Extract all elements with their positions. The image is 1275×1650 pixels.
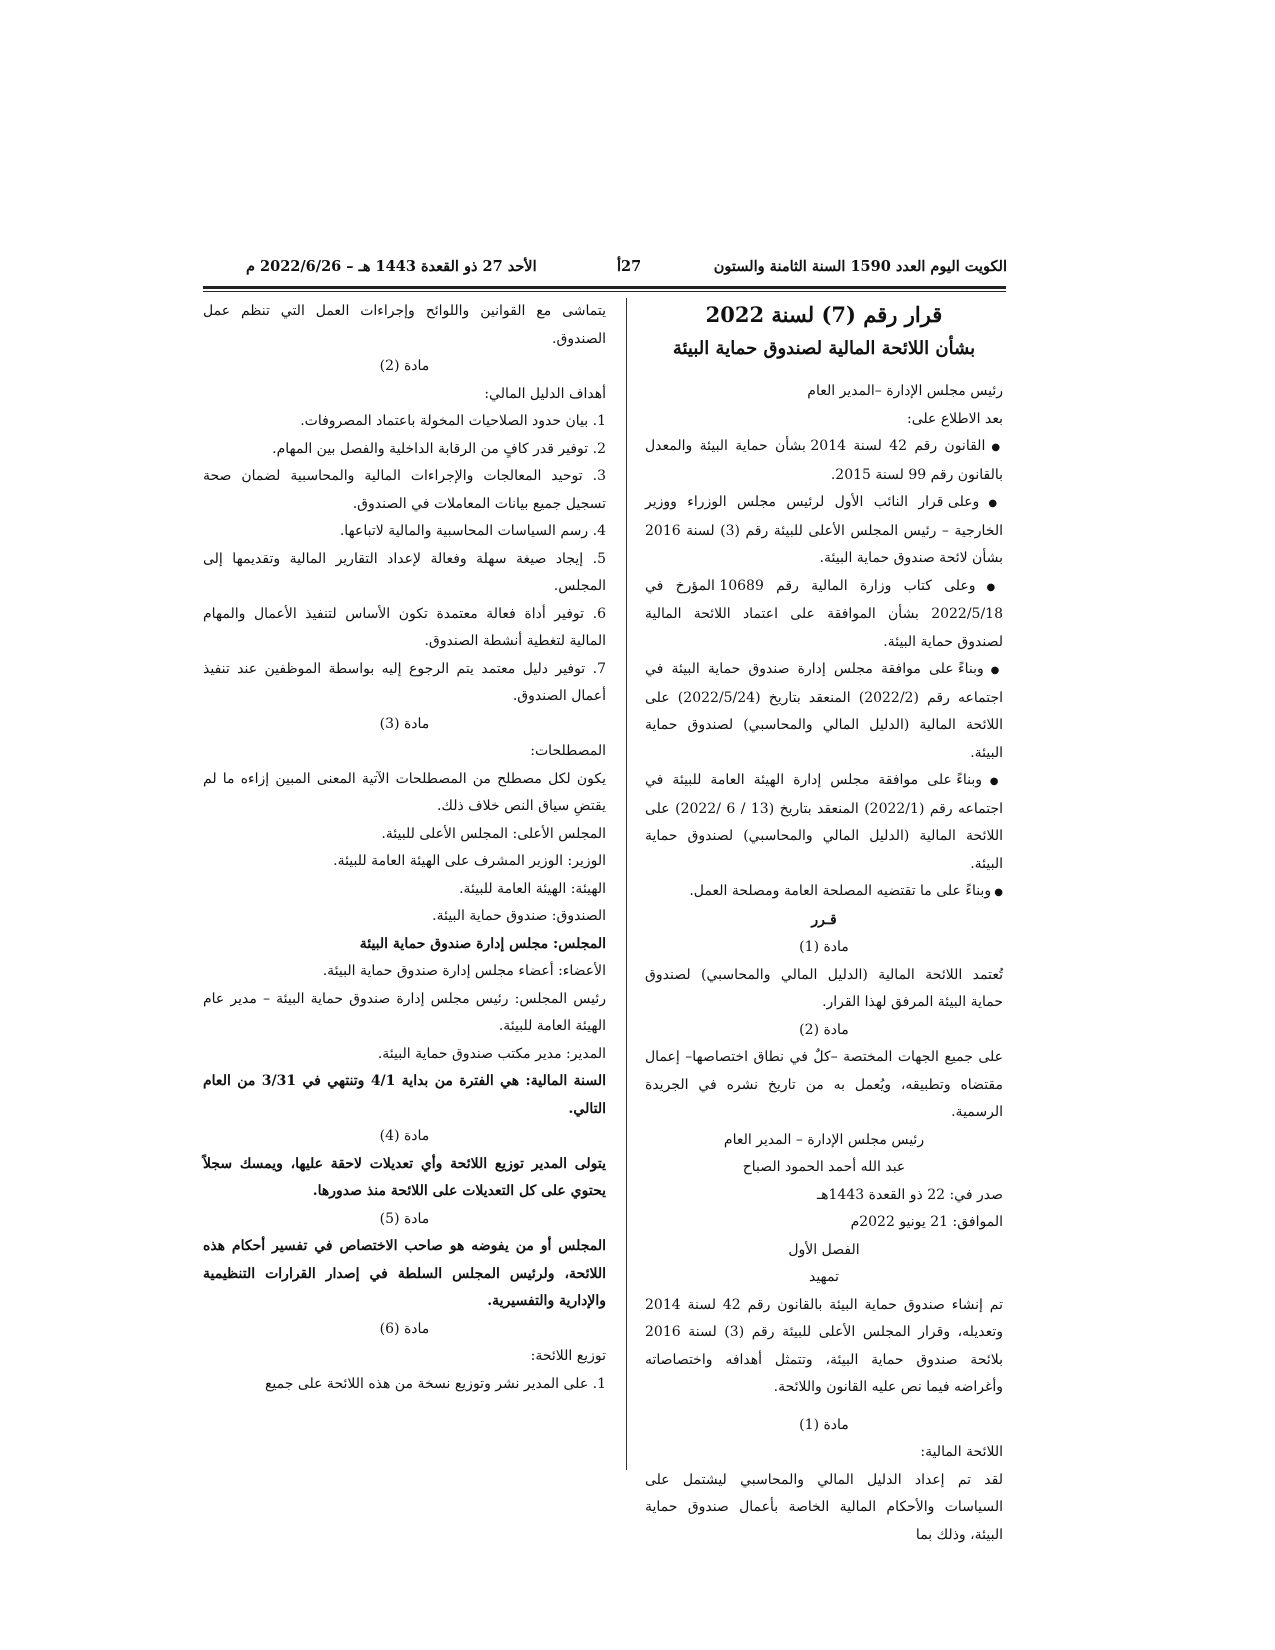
- article-heading: مادة (2): [799, 1021, 849, 1038]
- definition-item: المدير: مدير مكتب صندوق حماية البيئة.: [377, 1045, 606, 1062]
- preamble-bullet: ● وبناءً على موافقة مجلس إدارة صندوق حماية البيئة في اجتماعه رقم (2022/2) المنعقد بتاريخ (2022/5/24) على اللائحة المالية (الدليل المالي والمحاسبي) لصندوق حماية البيئة.: [645, 656, 1003, 767]
- continuation-text: يتماشى مع القوانين واللوائح وإجراءات العمل التي تنظم عمل الصندوق.: [203, 303, 606, 347]
- objective-item: 7. توفير دليل معتمد يتم الرجوع إليه بواسطة الموظفين عند تنفيذ أعمال الصندوق.: [203, 660, 606, 704]
- after-review-label: بعد الاطلاع على:: [907, 410, 1003, 427]
- definition-item: الأعضاء: أعضاء مجلس إدارة صندوق حماية البيئة.: [322, 963, 606, 979]
- signature-name: عبد الله أحمد الحمود الصباح: [742, 1159, 906, 1175]
- column-divider: [626, 298, 627, 1470]
- article-text: المجلس أو من يفوضه هو صاحب الاختصاص في تفسير أحكام هذه اللائحة، ولرئيس المجلس السلطة في إصدار القرارات التنظيمية والإدارية والتفسيرية.: [203, 1238, 606, 1309]
- decision-subtitle: بشأن اللائحة المالية لصندوق حماية البيئة: [672, 338, 976, 359]
- definitions-intro: يكون لكل مصطلح من المصطلحات الآتية المعنى المبين إزاءه ما لم يقتضِ سياق النص خلاف ذلك.: [203, 770, 606, 814]
- issuer-line: رئيس مجلس الإدارة –المدير العام: [807, 383, 1003, 399]
- chapter-heading: الفصل الأول: [788, 1241, 860, 1258]
- article-text: تُعتمد اللائحة المالية (الدليل المالي والمحاسبي) لصندوق حماية البيئة المرفق لهذا القرار.: [645, 966, 1003, 1010]
- preface-text: تم إنشاء صندوق حماية البيئة بالقانون رقم 42 لسنة 2014 وتعديله، وقرار المجلس الأعلى للبيئة رقم (3) لسنة 2016 بلائحة صندوق حماية البيئة، وتتمثل أهدافه واختصاصاته وأغراضه فيما نص عليه القانون واللائحة.: [645, 1296, 1004, 1395]
- regulation-label: اللائحة المالية:: [920, 1444, 1003, 1460]
- preamble-bullet: ● وبناءً على موافقة مجلس إدارة الهيئة العامة للبيئة في اجتماعه رقم (2022/1) المنعقد بتاريخ (13 / 6 /2022) على اللائحة المالية (الدليل المالي والمحاسبي) لصندوق حماية البيئة.: [645, 767, 1003, 878]
- objective-item: 3. توحيد المعالجات والإجراءات المالية والمحاسبية لضمان صحة تسجيل جميع بيانات المعاملات في الصندوق.: [203, 468, 606, 512]
- left-column: [203, 298, 606, 1398]
- preamble-bullet: ● وعلى كتاب وزارة المالية رقم 10689 المؤرخ في 2022/5/18 بشأن الموافقة على اعتماد اللائحة المالية لصندوق حماية البيئة.: [645, 573, 1003, 657]
- definition-item: رئيس المجلس: رئيس مجلس إدارة صندوق حماية البيئة – مدير عام الهيئة العامة للبيئة.: [203, 990, 606, 1034]
- corresponding-date: الموافق: 21 يونيو 2022م: [850, 1214, 1003, 1230]
- header-page-number: 27أ: [617, 258, 642, 275]
- definitions-label: المصطلحات:: [530, 743, 606, 759]
- objective-item: 6. توفير أداة فعالة معتمدة تكون الأساس لتنفيذ الأعمال والمهام المالية لتغطية أنشطة الصندوق.: [203, 605, 606, 649]
- preamble-bullet: ● وعلى قرار النائب الأول لرئيس مجلس الوزراء ووزير الخارجية – رئيس المجلس الأعلى للبيئة رقم (3) لسنة 2016 بشأن لائحة صندوق حماية البيئة.: [645, 489, 1003, 573]
- distribution-label: توزيع اللائحة:: [530, 1348, 606, 1364]
- decision-title: قرار رقم (7) لسنة 2022: [705, 302, 943, 327]
- preamble-bullet: ● وبناءً على ما تقتضيه المصلحة العامة ومصلحة العمل.: [645, 878, 1003, 907]
- article-heading: مادة (4): [379, 1128, 430, 1144]
- article-heading: مادة (1): [799, 939, 849, 955]
- objective-item: 5. إيجاد صيغة سهلة وفعالة لإعداد التقارير المالية وتقديمها إلى المجلس.: [203, 550, 606, 594]
- header-rule: [203, 286, 1006, 289]
- preface-heading: تمهيد: [808, 1269, 840, 1285]
- decided-heading: قـرر: [811, 911, 837, 928]
- article-heading: مادة (6): [379, 1320, 430, 1337]
- definition-item: الهيئة: الهيئة العامة للبيئة.: [459, 880, 606, 897]
- definition-item: السنة المالية: هي الفترة من بداية 4/1 وتنتهي في 3/31 من العام التالي.: [203, 1073, 606, 1117]
- objective-item: 2. توفير قدر كافٍ من الرقابة الداخلية والفصل بين المهام.: [272, 440, 606, 457]
- distribution-item: 1. على المدير نشر وتوزيع نسخة من هذه اللائحة على جميع: [264, 1375, 606, 1392]
- article-heading: مادة (3): [379, 715, 430, 732]
- objectives-label: أهداف الدليل المالي:: [484, 385, 606, 402]
- issued-date: صدر في: 22 ذو القعدة 1443هـ: [817, 1186, 1003, 1203]
- article-heading: مادة (1): [799, 1416, 849, 1433]
- definition-item: الوزير: الوزير المشرف على الهيئة العامة للبيئة.: [333, 853, 606, 869]
- header-date: الأحد 27 ذو القعدة 1443 هـ – 2022/6/26 م: [246, 258, 537, 275]
- article-heading: مادة (5): [379, 1210, 430, 1227]
- definition-item: المجلس: مجلس إدارة صندوق حماية البيئة: [359, 935, 606, 952]
- definition-item: الصندوق: صندوق حماية البيئة.: [432, 908, 606, 924]
- header-rule-thin: [203, 291, 1006, 292]
- signature-title: رئيس مجلس الإدارة – المدير العام: [723, 1131, 925, 1148]
- regulation-text: لقد تم إعداد الدليل المالي والمحاسبي ليشتمل على السياسات والأحكام المالية الخاصة بأعمال صندوق حماية البيئة، وذلك بما: [645, 1471, 1003, 1543]
- objective-item: 1. بيان حدود الصلاحيات المخولة باعتماد المصروفات.: [300, 413, 606, 429]
- article-text: يتولى المدير توزيع اللائحة وأي تعديلات لاحقة عليها، ويمسك سجلاً يحتوي على كل التعديلات على اللائحة منذ صدورها.: [203, 1155, 606, 1199]
- right-column: [645, 298, 1003, 1549]
- header-issue-info: الكويت اليوم العدد 1590 السنة الثامنة والستون: [713, 258, 1007, 275]
- article-text: على جميع الجهات المختصة –كلٌ في نطاق اختصاصها– إعمال مقتضاه وتطبيقه، ويُعمل به من تاريخ نشره في الجريدة الرسمية.: [645, 1049, 1003, 1120]
- definition-item: المجلس الأعلى: المجلس الأعلى للبيئة.: [381, 825, 606, 842]
- article-heading: مادة (2): [379, 358, 430, 374]
- preamble-bullet: ● القانون رقم 42 لسنة 2014 بشأن حماية البيئة والمعدل بالقانون رقم 99 لسنة 2015.: [645, 433, 1003, 489]
- objective-item: 4. رسم السياسات المحاسبية والمالية لاتباعها.: [339, 523, 606, 539]
